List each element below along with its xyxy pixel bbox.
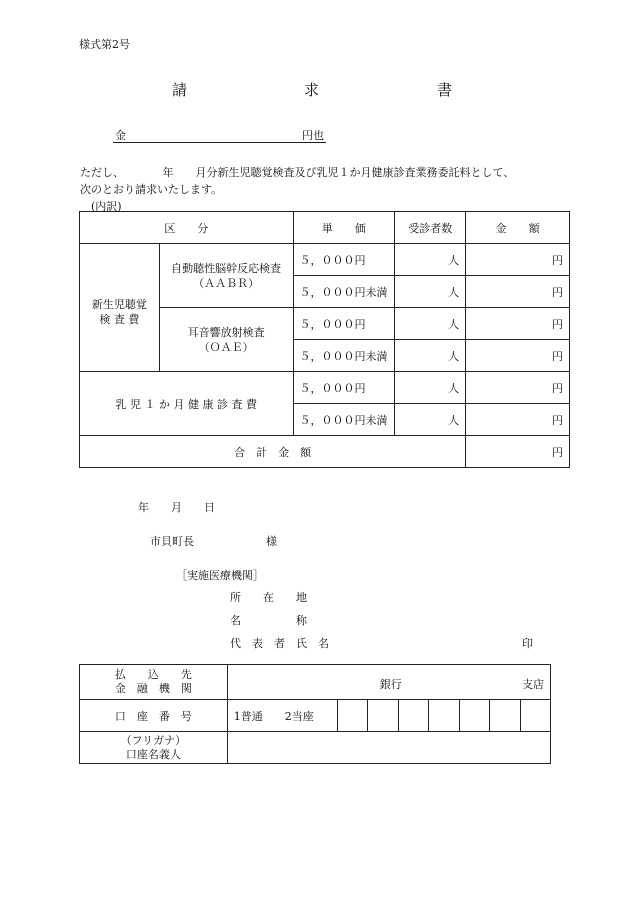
- amount-suffix: 円也: [302, 129, 324, 142]
- account-holder-field[interactable]: [227, 732, 550, 764]
- amount-cell: 円: [466, 276, 570, 308]
- amount-underline: [113, 142, 326, 143]
- price-cell: ５，０００円未満: [293, 404, 395, 436]
- amount-cell: 円: [466, 308, 570, 340]
- amount-cell: 円: [466, 244, 570, 276]
- total-label: 合 計 金 額: [80, 436, 466, 468]
- account-digit-box[interactable]: [460, 700, 490, 732]
- price-cell: ５，０００円未満: [293, 340, 395, 372]
- price-cell: ５，０００円: [293, 244, 395, 276]
- amount-cell: 円: [466, 372, 570, 404]
- addressee-name: 市貝町長: [150, 535, 194, 548]
- account-number-label: 口 座 番 号: [80, 700, 228, 732]
- amount-cell: 円: [466, 404, 570, 436]
- bank-branch-field[interactable]: [227, 665, 550, 700]
- patients-cell: 人: [395, 244, 466, 276]
- account-digit-box[interactable]: [429, 700, 460, 732]
- total-row: [80, 436, 570, 468]
- provider-address-label: 所 在 地: [230, 591, 307, 604]
- total-amount-cell: 円: [466, 436, 570, 468]
- header-category: 区 分: [80, 212, 294, 244]
- oae-cell: 耳音響放射検査 （ＯＡＥ）: [159, 308, 293, 372]
- price-cell: ５，０００円: [293, 372, 395, 404]
- header-patients: 受診者数: [395, 212, 466, 244]
- amount-prefix: 金: [115, 129, 126, 142]
- title-char-3: 書: [437, 81, 453, 99]
- breakdown-table: [79, 211, 570, 468]
- date-line: 年 月 日: [138, 501, 215, 514]
- header-amount: 金 額: [466, 212, 570, 244]
- form-number: 様式第2号: [79, 38, 130, 51]
- header-unit-price: 単 価: [293, 212, 395, 244]
- bank-suffix: 銀行: [379, 677, 402, 691]
- patients-cell: 人: [395, 340, 466, 372]
- seal-mark: 印: [522, 637, 533, 650]
- bank-table: [79, 664, 551, 764]
- aabr-cell: 自動聴性脳幹反応検査 （ＡＡＢＲ）: [159, 244, 293, 308]
- description-line-2: 次のとおり請求いたします。: [80, 183, 223, 196]
- table-row: [80, 244, 570, 276]
- account-digit-box[interactable]: [337, 700, 368, 732]
- account-digit-box[interactable]: [521, 700, 551, 732]
- price-cell: ５，０００円: [293, 308, 395, 340]
- patients-cell: 人: [395, 404, 466, 436]
- addressee-honorific: 様: [266, 535, 277, 548]
- branch-suffix: 支店: [522, 677, 544, 691]
- patients-cell: 人: [395, 372, 466, 404]
- table-row: [80, 372, 570, 404]
- account-digit-box[interactable]: [368, 700, 399, 732]
- title-char-2: 求: [304, 81, 320, 99]
- patients-cell: 人: [395, 276, 466, 308]
- account-digit-box[interactable]: [490, 700, 521, 732]
- breakdown-label: (内訳): [91, 200, 122, 213]
- infant-checkup-cell: 乳 児 １ か 月 健 康 診 査 費: [80, 372, 294, 436]
- account-holder-label: （フリガナ） 口座名義人: [80, 732, 228, 764]
- hearing-group-cell: 新生児聴覚 検 査 費: [80, 244, 160, 372]
- amount-cell: 円: [466, 340, 570, 372]
- account-row: [80, 700, 551, 732]
- table-header-row: [80, 212, 570, 244]
- account-digit-box[interactable]: [399, 700, 429, 732]
- description-line-1: ただし、 年 月分新生児聴覚検査及び乳児１か月健康診査業務委託料として、: [80, 166, 515, 179]
- bank-row: [80, 665, 551, 700]
- provider-heading: ［実施医療機関］: [176, 569, 264, 582]
- account-type-field[interactable]: 1普通 2当座: [227, 700, 337, 732]
- provider-name-label: 名 称: [230, 614, 307, 627]
- transfer-bank-label: 払 込 先 金 融 機 関: [80, 665, 228, 700]
- holder-row: [80, 732, 551, 764]
- price-cell: ５，０００円未満: [293, 276, 395, 308]
- patients-cell: 人: [395, 308, 466, 340]
- provider-rep-label: 代 表 者 氏 名: [230, 637, 329, 650]
- title-char-1: 請: [172, 81, 188, 99]
